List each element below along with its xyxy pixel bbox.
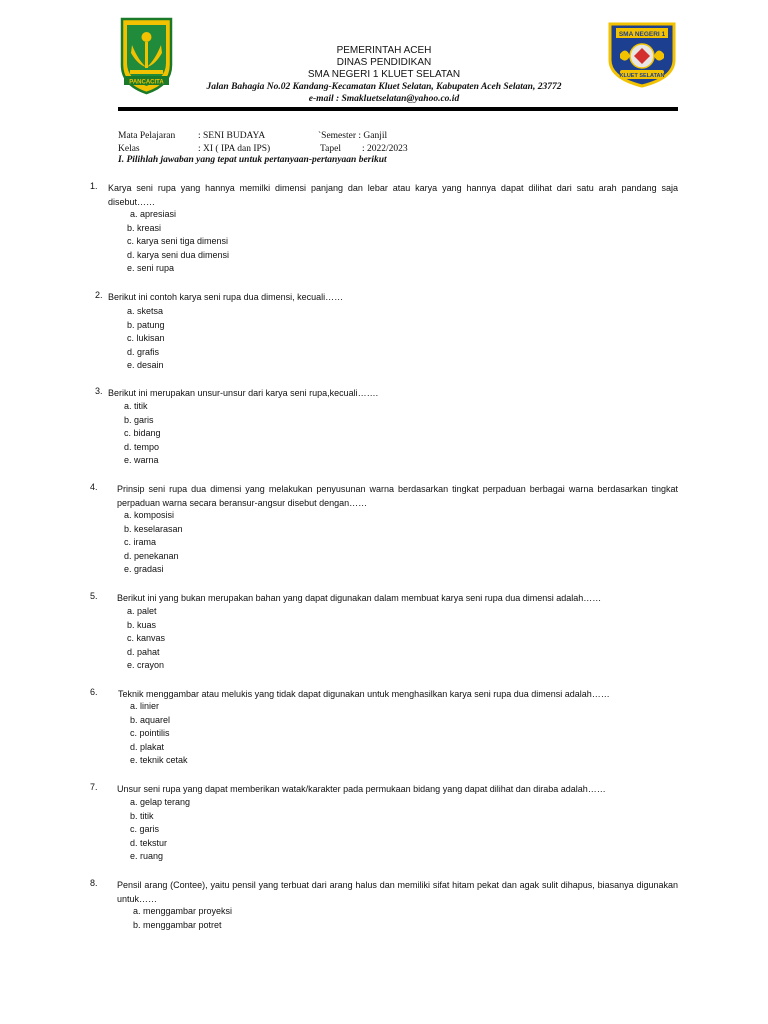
option-list [127,305,165,373]
option-b: b. titik [130,810,154,821]
question-number: 8. [90,878,98,888]
option-b: b. kuas [127,619,157,630]
option-c: c. lukisan [127,333,165,344]
option-d: d. tekstur [130,837,168,848]
option-e: e. crayon [127,660,165,671]
option-a: a. linier [130,701,160,711]
option-d: d. tempo [124,441,160,452]
option-b: b. garis [124,414,154,425]
option-e: e. teknik cetak [130,755,188,766]
option-list [124,400,161,468]
option-list [133,905,232,932]
option-list [130,796,190,864]
semester-text: `Semester : Ganjil [318,131,388,141]
option-a: a. gelap terang [130,797,191,807]
option-e: e. seni rupa [127,263,175,274]
header-line-government: PEMERINTAH ACEH [336,45,432,56]
question-text: Berikut ini merupakan unsur-unsur dari karya seni rupa,kecuali……. [108,388,379,398]
option-a: a. komposisi [124,510,175,520]
option-e: e. desain [127,360,164,371]
option-c: c. garis [130,824,160,835]
option-d: d. plakat [130,741,165,752]
option-e: e. ruang [130,851,164,862]
section-title: I. Pilihlah jawaban yang tepat untuk pertanyaan-pertanyaan berikut [118,155,387,165]
year-value: : 2022/2023 [362,144,408,154]
question-number: 2. [95,290,103,300]
header-line-department: DINAS PENDIDIKAN [336,57,432,68]
option-d: d. pahat [127,646,160,657]
question-number: 4. [90,482,98,492]
question-number: 5. [90,591,98,601]
question-text: Prinsip seni rupa dua dimensi yang melakukan penyusunan warna berdasarkan tingkat perpaduan berbagai warna berdasarkan tingkat perpaduan warna secara beransur-angsur disebut dengan…… [117,484,678,508]
option-c: c. bidang [124,428,161,439]
question-text: Unsur seni rupa yang dapat memberikan watak/karakter pada permukaan bidang yang dapat dilihat dan diraba adalah…… [117,784,606,794]
header-divider [118,107,678,111]
option-c: c. irama [124,537,157,548]
option-a: a. apresiasi [130,209,177,219]
question-number: 1. [90,181,98,191]
question-number: 3. [95,386,103,396]
option-d: d. penekanan [124,550,179,561]
option-a: a. titik [124,401,148,411]
year-label: Tapel [320,144,341,154]
subject-label: Mata Pelajaran [118,131,176,141]
option-b: b. patung [127,319,165,330]
option-d: d. grafis [127,346,160,357]
option-b: b. aquarel [130,714,171,725]
class-value: : XI ( IPA dan IPS) [198,144,271,154]
option-b: b. menggambar potret [133,919,222,930]
badge-top-text: SMA NEGERI 1 [618,31,666,38]
question-text: Karya seni rupa yang hannya memilki dimensi panjang dan lebar atau karya yang hannya dapat dilihat dari satu arah pandang saja disebut…… [108,183,678,207]
option-c: c. pointilis [130,728,170,739]
option-a: a. palet [127,606,157,616]
question-number: 7. [90,782,98,792]
class-label: Kelas [118,144,140,154]
pancacita-text: PANCACITA [129,79,164,86]
option-list [130,700,188,768]
question-text: Berikut ini contoh karya seni rupa dua dimensi, kecuali…… [108,292,344,302]
option-a: a. menggambar proyeksi [133,906,233,916]
header-line-school: SMA NEGERI 1 KLUET SELATAN [307,69,461,80]
option-list [127,208,230,276]
question-number: 6. [90,687,98,697]
option-e: e. warna [124,455,159,466]
option-list [124,509,183,577]
option-c: c. karya seni tiga dimensi [127,236,229,247]
option-a: a. sketsa [127,306,164,316]
header-address: Jalan Bahagia No.02 Kandang-Kecamatan Kluet Selatan, Kabupaten Aceh Selatan, 23772 [206,82,562,92]
question-text: Pensil arang (Contee), yaitu pensil yang terbuat dari arang halus dan memiliki sifat hitam pekat dan agak sulit dihapus, biasanya digunakan untuk…… [117,880,678,904]
option-e: e. gradasi [124,564,164,575]
option-b: b. keselarasan [124,523,183,534]
option-b: b. kreasi [127,222,162,233]
option-d: d. karya seni dua dimensi [127,249,230,260]
subject-value: : SENI BUDAYA [198,131,266,141]
badge-bottom-text: KLUET SELATAN [619,73,665,79]
option-list [127,605,165,673]
option-c: c. kanvas [127,633,166,644]
question-text: Berikut ini yang bukan merupakan bahan yang dapat digunakan dalam membuat karya seni rupa dua dimensi adalah…… [117,593,602,603]
header-email: e-mail : Smakluetselatan@yahoo.co.id [308,94,460,104]
question-text: Teknik menggambar atau melukis yang tidak dapat digunakan untuk menghasilkan karya seni rupa dua dimensi adalah…… [118,689,610,699]
